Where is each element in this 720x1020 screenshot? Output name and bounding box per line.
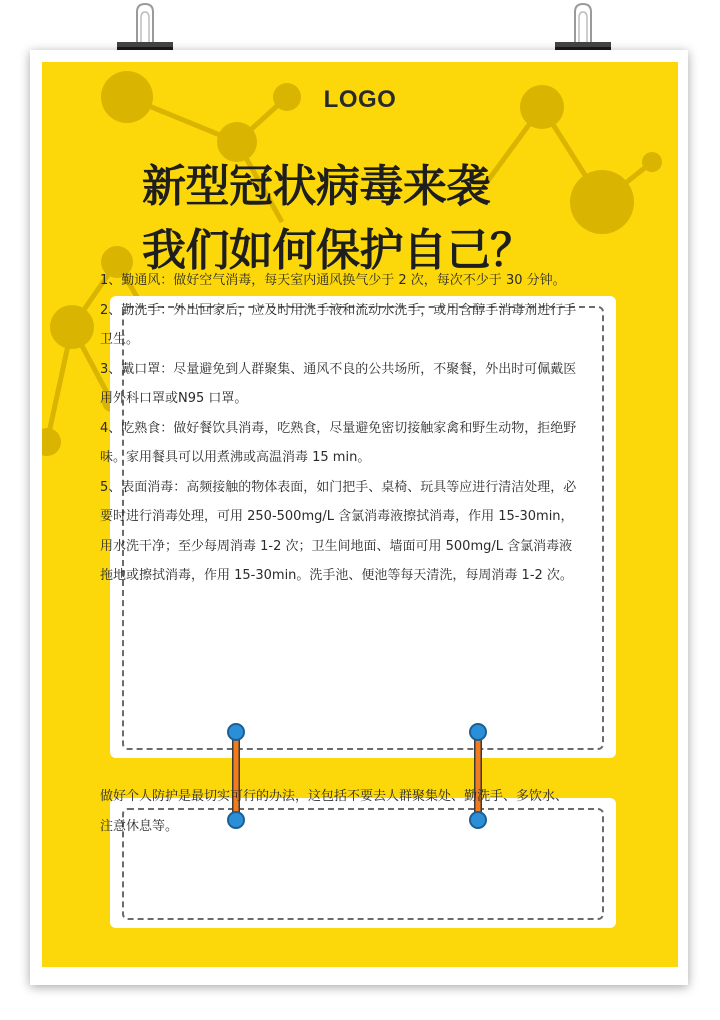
tip-item-surface-disinfection: 5、表面消毒：高频接触的物体表面，如门把手、桌椅、玩具等应进行清洁处理，必要时进行消毒处理，可用 250-500mg/L 含氯消毒液擦拭消毒，作用 15-30min，用水洗干净；至少每周消毒 1-2 次；卫生间地面、墙面可用 500mg/L 含氯消毒液拖地或擦拭消毒，作用 15-30min。洗手池、便池等每天清洗，每周消毒 1-2 次。 xyxy=(100,479,577,583)
tips-list xyxy=(100,266,580,591)
tip-item-mask: 3、戴口罩：尽量避免到人群聚集、通风不良的公共场所，不聚餐，外出时可佩戴医用外科口罩或N95 口罩。 xyxy=(100,361,577,406)
logo-text: LOGO xyxy=(323,86,397,113)
tip-item-handwashing: 2、勤洗手：外出回家后，应及时用洗手液和流动水洗手，或用含醇手消毒剂进行手卫生。 xyxy=(100,302,577,347)
tip-item-cooked-food: 4、吃熟食：做好餐饮具消毒，吃熟食，尽量避免密切接触家禽和野生动物，拒绝野味。家用餐具可以用煮沸或高温消毒 15 min。 xyxy=(100,420,577,465)
protection-note: 做好个人防护是最切实可行的办法，这包括不要去人群聚集处、勤洗手、多饮水、注意休息等。 xyxy=(100,789,569,834)
title-line-2: 我们如何保护自己？ xyxy=(142,225,534,276)
tip-item-ventilation: 1、勤通风：做好空气消毒，每天室内通风换气少于 2 次，每次不少于 30 分钟。 xyxy=(100,273,566,288)
title-line-1: 新型冠状病毒来袭 xyxy=(142,161,490,212)
